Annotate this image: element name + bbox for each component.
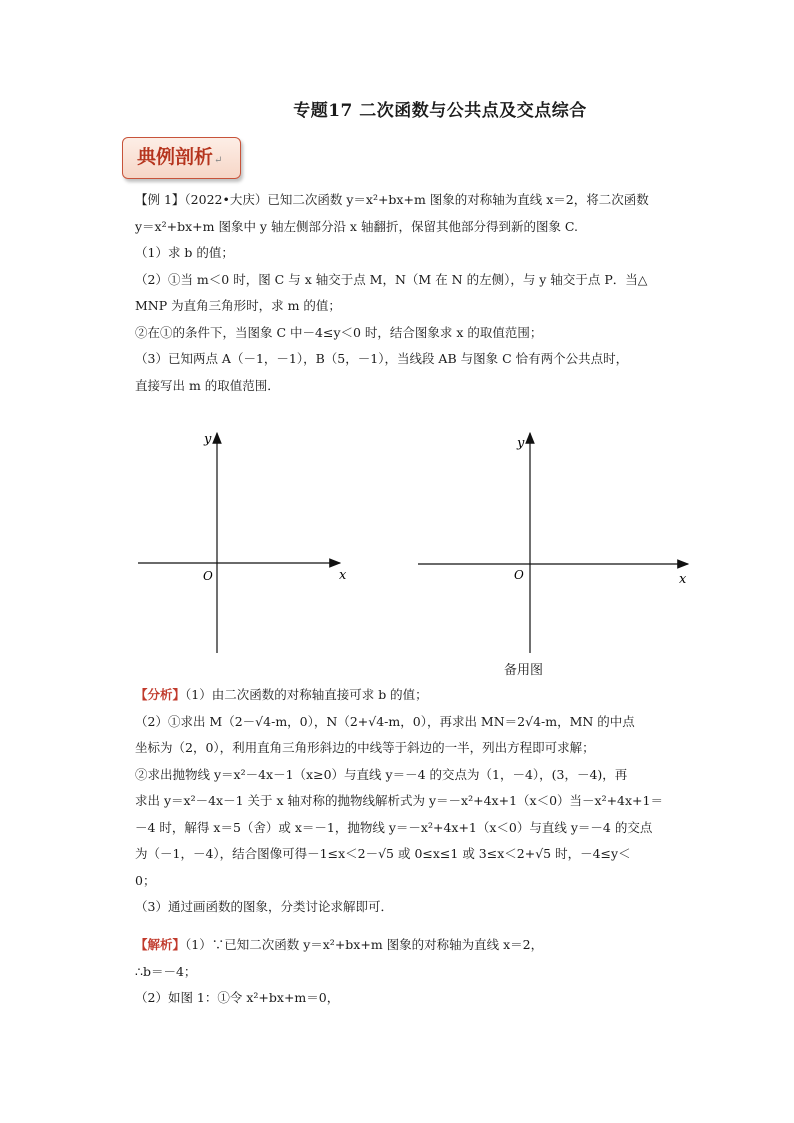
example-line: MNP 为直角三角形时，求 m 的值； [135, 298, 341, 313]
solution-line: 【解析】（1）∵已知二次函数 y＝x²+bx+m 图象的对称轴为直线 x＝2， [135, 937, 544, 952]
solution-line: ∴b＝－4； [135, 963, 197, 979]
analysis-line: 0； [135, 872, 156, 888]
x-axis-label: x [339, 568, 347, 583]
coordinate-graph-1 [130, 425, 360, 660]
analysis-line: －4 时，解得 x＝5（舍）或 x＝－1，抛物线 y＝－x²+4x+1（x＜0）与直线 y＝－4 的交点 [135, 819, 653, 835]
origin-label: O [514, 568, 524, 582]
y-axis-label: y [517, 436, 525, 451]
y-axis-label: y [204, 432, 212, 447]
figure-caption: 备用图 [504, 663, 544, 678]
section-badge [122, 137, 241, 179]
example-line: （3）已知两点 A（－1，－1），B（5，－1），当线段 AB 与图象 C 恰有两个公共点时， [135, 351, 629, 366]
example-line: （2）①当 m＜0 时，图 C 与 x 轴交于点 M，N（M 在 N 的左侧），与 y 轴交于点 P．当△ [135, 271, 648, 287]
analysis-section [135, 682, 680, 921]
analysis-line: 为（－1，－4），结合图像可得－1≤x＜2－√5 或 0≤x≤1 或 3≤x＜2+√5 时，－4≤y＜ [135, 846, 631, 861]
analysis-line: 坐标为（2，0），利用直角三角形斜边的中线等于斜边的一半，列出方程即可求解； [135, 740, 595, 755]
example-line: ②在①的条件下，当图象 C 中－4≤y＜0 时，结合图象求 x 的取值范围； [135, 324, 543, 340]
page-title: 专题17 二次函数与公共点及交点综合 [293, 101, 587, 121]
example-line: 【例 1】（2022•大庆）已知二次函数 y＝x²+bx+m 图象的对称轴为直线 x＝2，将二次函数 [135, 192, 649, 207]
solution-section [135, 932, 680, 1012]
example-problem [135, 187, 680, 399]
analysis-line: （3）通过画函数的图象，分类讨论求解即可． [135, 899, 393, 914]
analysis-line: 求出 y＝x²－4x－1 关于 x 轴对称的抛物线解析式为 y＝－x²+4x+1（x＜0）当－x²+4x+1＝ [135, 793, 663, 808]
example-line: 直接写出 m 的取值范围． [135, 377, 280, 393]
example-line: y＝x²+bx+m 图象中 y 轴左侧部分沿 x 轴翻折，保留其他部分得到新的图象 C. [135, 218, 579, 234]
badge-label: 典例剖析 [137, 146, 214, 168]
coordinate-graph-2 [410, 425, 695, 660]
paragraph-mark-icon: ↵ [214, 155, 223, 166]
analysis-head: 【分析】 [135, 687, 186, 702]
analysis-line: ②求出抛物线 y＝x²－4x－1（x≥0）与直线 y＝－4 的交点为（1，－4），(3，－4)，再 [135, 766, 628, 782]
analysis-line: （2）①求出 M（2－√4-m，0），N（2+√4-m，0），再求出 MN＝2√4-m，MN 的中点 [135, 713, 635, 729]
x-axis-label: x [679, 572, 687, 587]
solution-line: （2）如图 1：①令 x²+bx+m＝0， [135, 990, 340, 1005]
solution-head: 【解析】 [135, 937, 186, 952]
example-line: （1）求 b 的值； [135, 245, 234, 260]
analysis-line: 【分析】（1）由二次函数的对称轴直接可求 b 的值； [135, 687, 428, 702]
origin-label: O [203, 569, 213, 583]
